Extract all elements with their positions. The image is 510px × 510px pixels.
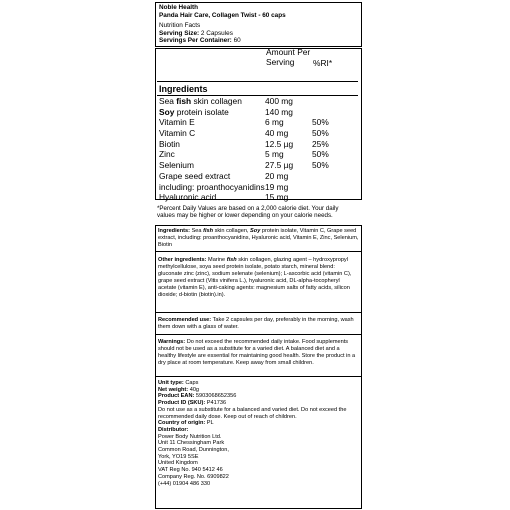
- serving-size-label: Serving Size:: [159, 29, 200, 37]
- unit-type-label: Unit type:: [158, 380, 184, 386]
- divider-2: [155, 312, 362, 313]
- recommended-use-section: [155, 315, 362, 333]
- nutrient-allergen: fish: [176, 96, 192, 106]
- distributor-line: VAT Reg No. 940 5412 46: [158, 467, 223, 474]
- nutrient-name-suffix: skin collagen: [191, 96, 242, 106]
- nutrient-amount: 6 mg: [265, 117, 284, 128]
- distributor-line: Unit 11 Chessingham Park: [158, 440, 225, 447]
- nutrient-amount: 15 mg: [265, 192, 289, 203]
- country-of-origin: [158, 420, 359, 427]
- nutrient-amount: 27.5 µg: [265, 160, 294, 171]
- other-text-2: skin collagen, glazing agent – hydroxypropyl methylcellulose, soya seed protein isolate, potato starch, mineral blend: gluconate zinc (zinc), sodium selenate (selenium); L-ascorbic acid (vitamin C), grape seed extract (Vitis vinifera L.), hyaluronic acid, DL-alpha-tocopheryl acetate (vitamin E), anti-caking agents: magnesium salts of fatty acids, silicon dioxide; d-biotin (biotin).in).: [158, 257, 352, 298]
- distributor-label-text: Distributor:: [158, 426, 189, 433]
- nutrient-amount: 40 mg: [265, 128, 289, 139]
- nutrient-name: [159, 128, 195, 139]
- ingredients-section: [155, 226, 362, 251]
- sku-value: P41736: [205, 400, 227, 407]
- divider-1: [155, 251, 362, 252]
- recommended-use-text: Take 2 capsules per day, preferably in the morning, wash them down with a glass of water.: [158, 317, 354, 330]
- nutrient-ri: 50%: [312, 160, 329, 171]
- usage-note: Do not use as a substitute for a balanced and varied diet. Do not exceed the recommended daily dose. Keep out of reach of children.: [158, 406, 347, 420]
- nutrient-name-text: Sea: [159, 96, 177, 106]
- warnings-text: Do not exceed the recommended daily intake. Food supplements should not be used as a substitute for a varied diet. A balanced diet and a healthy lifestyle are essential for maintaining good health. Store the product in a dry place at room temperature. Keep away from small children.: [158, 339, 356, 366]
- nutrient-name-text: Vitamin E: [159, 117, 195, 128]
- nutrient-amount: 20 mg: [265, 170, 289, 181]
- distributor-line: (+44) 01904 486 330: [158, 480, 211, 487]
- nutrient-amount: 19 mg: [265, 181, 289, 192]
- allergen-fish: fish: [203, 228, 214, 234]
- ri-header: %RI*: [313, 58, 333, 68]
- nutrient-name: [159, 160, 194, 171]
- servings-per-container: [159, 37, 358, 45]
- nutrient-name-text: Grape seed extract: [159, 170, 231, 181]
- nutrient-name: [159, 117, 195, 128]
- net-weight-value: 40g: [188, 386, 200, 393]
- nutrition-facts-label: Nutrition Facts: [159, 22, 201, 30]
- ingredients-text-1: Sea: [190, 228, 204, 234]
- product-details-section: [155, 377, 362, 490]
- distributor-label: [158, 427, 359, 434]
- recommended-use-label: Recommended use:: [158, 317, 212, 323]
- ingredients-text-2: skin collagen,: [213, 228, 251, 234]
- distributor-line: Power Body Nutrition Ltd.: [158, 433, 222, 440]
- brand-name: Noble Health: [159, 4, 199, 11]
- amount-per-serving-header: Amount Per Serving: [266, 47, 311, 67]
- net-weight: [158, 387, 359, 394]
- other-ingredients-section: [155, 255, 362, 300]
- nutrient-name: [159, 182, 265, 193]
- nutrient-ri: 50%: [312, 128, 329, 139]
- nutrient-ri: 50%: [312, 117, 329, 128]
- sku-label: Product ID (SKU):: [158, 400, 206, 407]
- warnings-label: Warnings:: [158, 339, 186, 345]
- nutrient-name-text: including: proanthocyanidins: [159, 181, 265, 192]
- product-sku: [158, 400, 359, 407]
- nutrient-allergen: Soy: [159, 106, 175, 117]
- nutrient-name: [159, 107, 229, 118]
- allergen-soy: Soy: [250, 228, 261, 234]
- ean-label: Product EAN:: [158, 393, 195, 400]
- nutrient-ri: 25%: [312, 138, 329, 149]
- unit-type: [158, 380, 359, 387]
- nutrient-name-text: Selenium: [159, 160, 194, 171]
- other-text-1: Marine: [206, 257, 227, 263]
- serving-size: [159, 30, 358, 38]
- distributor-line: Common Road, Dunnington,: [158, 447, 229, 454]
- nutrient-name: [159, 171, 230, 182]
- nutrient-name-suffix: protein isolate: [174, 106, 229, 117]
- divider-3: [155, 334, 362, 335]
- nutrient-name: [159, 149, 175, 160]
- ingredients-header: Ingredients: [159, 84, 208, 94]
- unit-type-value: Caps: [183, 380, 199, 386]
- distributor-address: [158, 434, 359, 488]
- nutrient-name: [159, 192, 216, 203]
- nutrient-name-text: Vitamin C: [159, 128, 196, 139]
- nutrient-amount: 400 mg: [265, 96, 293, 106]
- origin-value: PL: [205, 420, 214, 427]
- other-ingredients-label: Other ingredients:: [158, 257, 207, 263]
- servings-value: 60: [233, 37, 241, 45]
- product-header: [155, 2, 362, 47]
- origin-label: Country of origin:: [158, 420, 206, 427]
- ingredients-label: Ingredients:: [158, 228, 191, 234]
- nutrient-name: [159, 96, 242, 107]
- nutrient-amount: 140 mg: [265, 106, 293, 117]
- product-title: Panda Hair Care, Collagen Twist - 60 caps: [159, 11, 286, 19]
- product-ean: [158, 393, 359, 400]
- ean-value: 5903068652356: [194, 393, 237, 400]
- nutrient-ri: 50%: [312, 149, 329, 160]
- nutrient-name-text: Biotin: [159, 138, 180, 149]
- nutrient-amount: 5 mg: [265, 149, 284, 160]
- distributor-line: Company Reg. No. 6909822: [158, 473, 229, 480]
- nutrient-name-text: Hyaluronic acid: [159, 192, 217, 203]
- allergen-fish-2: fish: [226, 257, 237, 263]
- serving-size-value: 2 Capsules: [200, 29, 233, 37]
- warnings-section: [155, 337, 362, 369]
- distributor-line: United Kingdom: [158, 460, 198, 467]
- net-weight-label: Net weight:: [158, 386, 189, 393]
- nutrient-name-text: Zinc: [159, 149, 175, 160]
- table-divider-top: [157, 81, 358, 82]
- ingredients-text-3: protein isolate, Vitamin C, Grape seed extract, including: proanthocyanidins, Hyaluronic acid, Vitamin E, Zinc, Selenium, Biotin: [158, 228, 359, 248]
- nutrient-name: [159, 139, 180, 150]
- servings-label: Servings Per Container:: [159, 37, 232, 45]
- nutrient-amount: 12.5 µg: [265, 138, 294, 149]
- distributor-line: York, YO19 5SE: [158, 453, 199, 460]
- daily-values-footnote: *Percent Daily Values are based on a 2,000 calorie diet. Your daily values may be higher or lower depending on your calorie needs.: [157, 205, 339, 220]
